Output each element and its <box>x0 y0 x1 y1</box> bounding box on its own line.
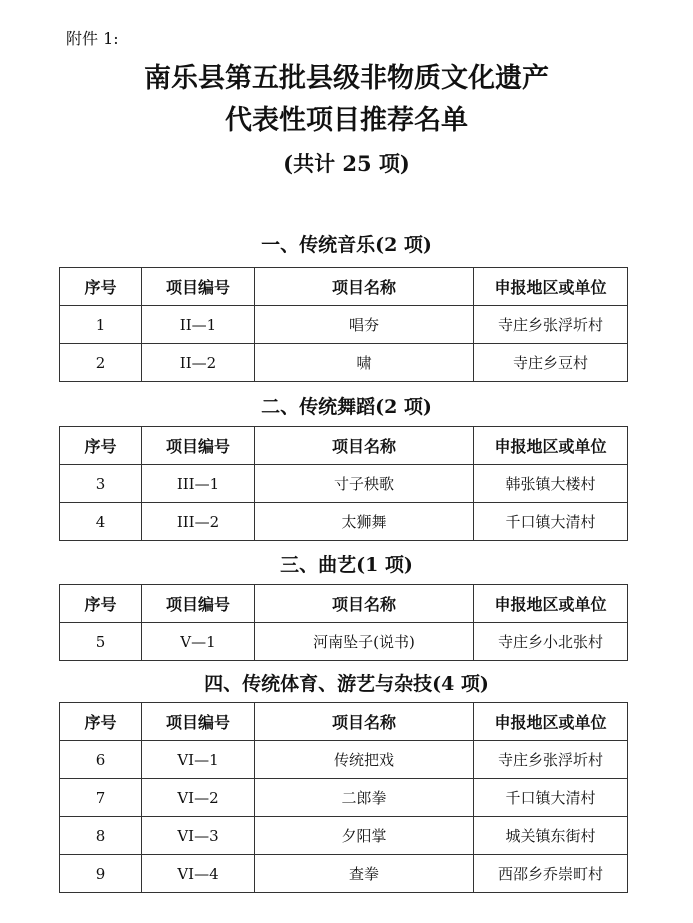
cell-seq: 5 <box>60 623 142 661</box>
table-row <box>60 623 628 661</box>
cell-seq: 1 <box>60 306 142 344</box>
section-heading-sports: 四、传统体育、游艺与杂技(4 项) <box>204 673 489 695</box>
cell-name: 二郎拳 <box>255 779 474 817</box>
header-name: 项目名称 <box>255 585 474 623</box>
total-count: (共计 25 项) <box>283 151 410 176</box>
cell-region: 寺庄乡张浮圻村 <box>474 741 628 779</box>
cell-region: 西邵乡乔崇町村 <box>474 855 628 893</box>
cell-code: II—1 <box>142 306 255 344</box>
cell-code: VI—3 <box>142 817 255 855</box>
table-row <box>60 503 628 541</box>
section-heading-dance: 二、传统舞蹈(2 项) <box>261 396 432 418</box>
cell-name: 啸 <box>255 344 474 382</box>
section-heading-music: 一、传统音乐(2 项) <box>261 234 432 256</box>
cell-code: VI—2 <box>142 779 255 817</box>
table-quyi <box>59 584 628 661</box>
cell-code: II—2 <box>142 344 255 382</box>
header-seq: 序号 <box>60 585 142 623</box>
table-dance <box>59 426 628 541</box>
table-music <box>59 267 628 382</box>
cell-code: VI—4 <box>142 855 255 893</box>
table-header-row <box>60 703 628 741</box>
cell-region: 寺庄乡小北张村 <box>474 623 628 661</box>
cell-seq: 9 <box>60 855 142 893</box>
cell-region: 韩张镇大楼村 <box>474 465 628 503</box>
table-row <box>60 306 628 344</box>
attachment-label: 附件 1: <box>66 29 119 48</box>
header-code: 项目编号 <box>142 585 255 623</box>
header-code: 项目编号 <box>142 703 255 741</box>
page-title-line2: 代表性项目推荐名单 <box>225 105 468 136</box>
header-region: 申报地区或单位 <box>474 427 628 465</box>
cell-seq: 2 <box>60 344 142 382</box>
section-heading-quyi: 三、曲艺(1 项) <box>280 554 413 576</box>
table-sports <box>59 702 628 893</box>
header-seq: 序号 <box>60 703 142 741</box>
cell-name: 太狮舞 <box>255 503 474 541</box>
table-row <box>60 855 628 893</box>
cell-seq: 4 <box>60 503 142 541</box>
header-seq: 序号 <box>60 268 142 306</box>
header-name: 项目名称 <box>255 268 474 306</box>
cell-name: 夕阳掌 <box>255 817 474 855</box>
cell-code: III—1 <box>142 465 255 503</box>
table-row <box>60 465 628 503</box>
header-region: 申报地区或单位 <box>474 585 628 623</box>
cell-name: 河南坠子(说书) <box>255 623 474 661</box>
cell-region: 千口镇大清村 <box>474 503 628 541</box>
cell-region: 千口镇大清村 <box>474 779 628 817</box>
header-region: 申报地区或单位 <box>474 703 628 741</box>
cell-seq: 6 <box>60 741 142 779</box>
header-name: 项目名称 <box>255 703 474 741</box>
cell-code: VI—1 <box>142 741 255 779</box>
table-header-row <box>60 427 628 465</box>
table-row <box>60 817 628 855</box>
table-header-row <box>60 268 628 306</box>
cell-code: III—2 <box>142 503 255 541</box>
cell-name: 寸子秧歌 <box>255 465 474 503</box>
cell-name: 唱夯 <box>255 306 474 344</box>
header-seq: 序号 <box>60 427 142 465</box>
table-row <box>60 741 628 779</box>
header-name: 项目名称 <box>255 427 474 465</box>
cell-name: 传统把戏 <box>255 741 474 779</box>
header-code: 项目编号 <box>142 268 255 306</box>
header-region: 申报地区或单位 <box>474 268 628 306</box>
cell-seq: 3 <box>60 465 142 503</box>
table-header-row <box>60 585 628 623</box>
cell-seq: 7 <box>60 779 142 817</box>
cell-region: 寺庄乡张浮圻村 <box>474 306 628 344</box>
header-code: 项目编号 <box>142 427 255 465</box>
cell-name: 查拳 <box>255 855 474 893</box>
cell-code: V—1 <box>142 623 255 661</box>
cell-region: 城关镇东街村 <box>474 817 628 855</box>
cell-seq: 8 <box>60 817 142 855</box>
page-title-line1: 南乐县第五批县级非物质文化遗产 <box>144 63 549 94</box>
cell-region: 寺庄乡豆村 <box>474 344 628 382</box>
table-row <box>60 779 628 817</box>
table-row <box>60 344 628 382</box>
